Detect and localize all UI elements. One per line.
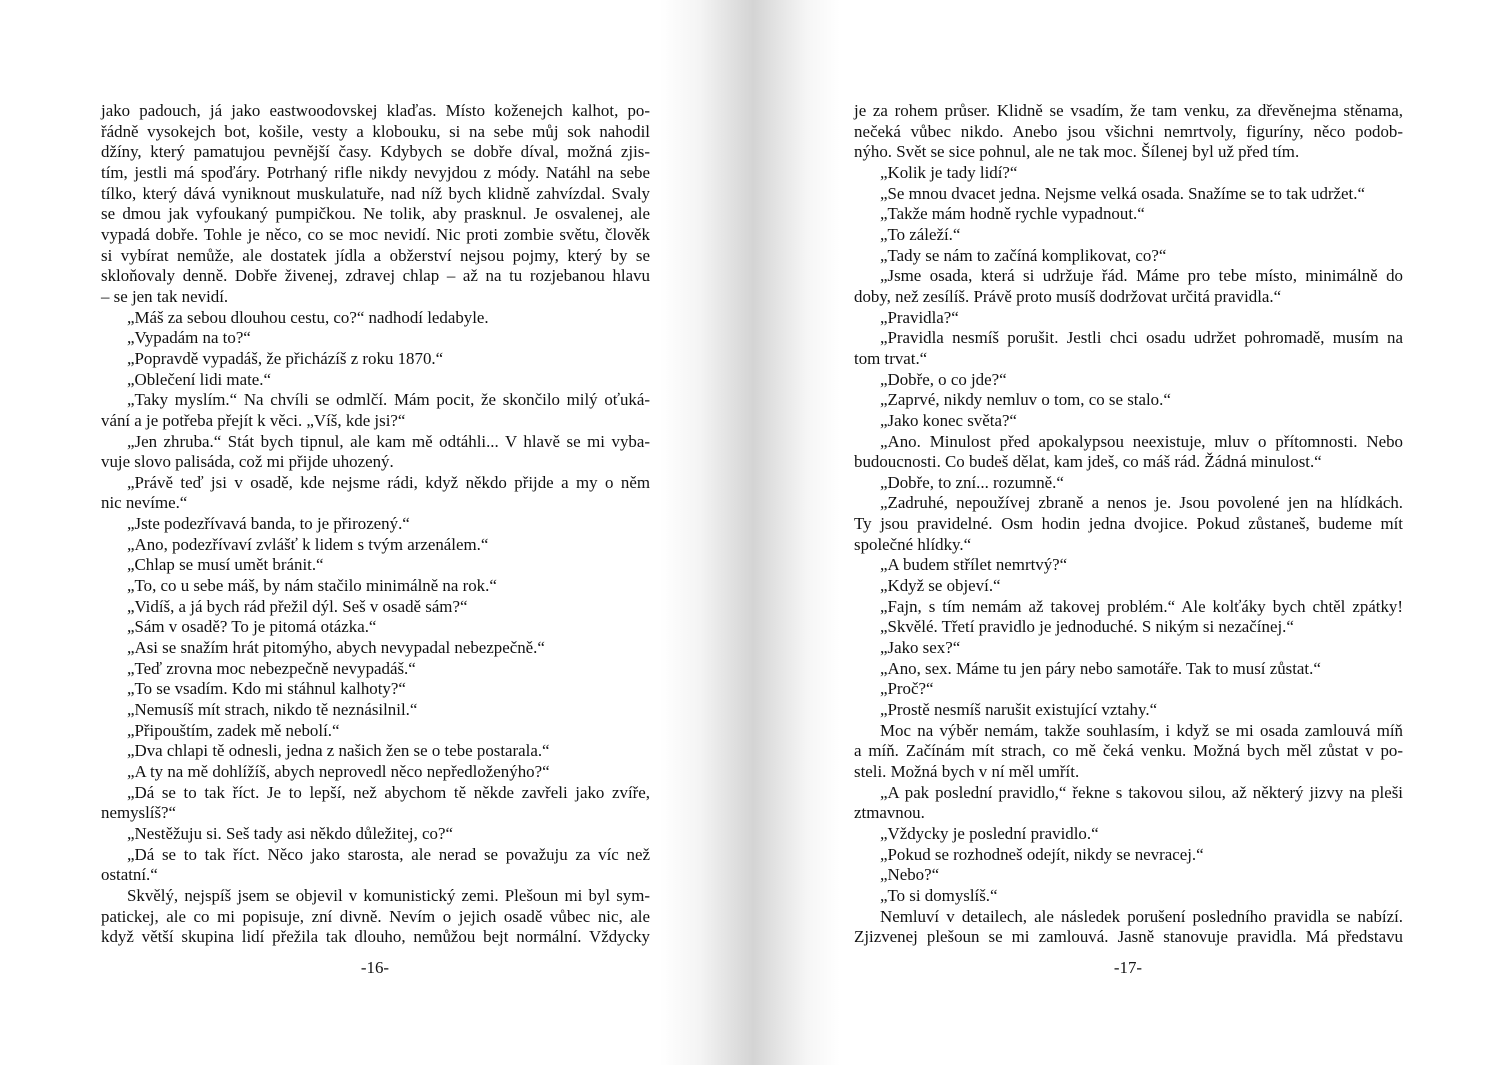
text-line: patickej, ale co mi popisuje, zní divně. Nevím o jejich osadě vůbec nic, ale (101, 906, 650, 926)
text-line: vuje slovo palisáda, což mi přijde uhozený. (101, 452, 394, 472)
right-page-text (854, 101, 1403, 951)
text-line: doby, než zesílíš. Právě proto musíš dodržovat určitá pravidla.“ (854, 286, 1282, 306)
text-line: řádně vysokejch bot, košile, vesty a klobouku, si na sebe můj sok nahodil (101, 121, 650, 141)
text-line: steli. Možná bych v ní měl umřít. (854, 762, 1080, 781)
text-line: společné hlídky.“ (854, 534, 972, 554)
text-line: „Pravidla nesmíš porušit. Jestli chci osadu udržet pohromadě, musím na (880, 328, 1403, 348)
text-line: „To si domyslíš.“ (880, 885, 998, 905)
text-line: „Zadruhé, nepoužívej zbraně a nenos je. Jsou povolené jen na hlídkách. (880, 493, 1403, 513)
text-line: „Vypadám na to?“ (127, 328, 251, 348)
text-line: „Taky myslím.“ Na chvíli se odmlčí. Mám pocit, že skončilo milý oťuká- (127, 390, 650, 410)
text-line: „Teď zrovna moc nebezpečně nevypadáš.“ (127, 658, 416, 678)
text-line: „Proč?“ (880, 679, 934, 699)
text-line: „Nestěžuju si. Seš tady asi někdo důležitej, co?“ (127, 823, 453, 843)
text-line: je za rohem průser. Klidně se vsadím, že tam venku, za dřevěnejma stěnama, (854, 101, 1403, 120)
text-line: tom trvat.“ (854, 348, 928, 368)
text-line: „Dá se to tak říct. Něco jako starosta, ale nerad se považuju za víc než (127, 844, 650, 864)
text-line: džíny, který pamatujou pevnější časy. Kdybych se dobře díval, možná zjis- (101, 142, 650, 162)
text-line: „Jste podezřívavá banda, to je přirozený.“ (127, 514, 410, 534)
text-line: „Chlap se musí umět bránit.“ (127, 555, 324, 575)
text-line: Nemluví v detailech, ale následek porušení posledního pravidla se nabízí. (880, 906, 1403, 926)
text-line: „Když se objeví.“ (880, 576, 1001, 596)
text-line: „Vždycky je poslední pravidlo.“ (880, 823, 1099, 843)
text-line: „Tady se nám to začíná komplikovat, co?“ (880, 245, 1167, 265)
text-line: „Se mnou dvacet jedna. Nejsme velká osada. Snažíme se to tak udržet.“ (880, 183, 1365, 203)
text-line: jako padouch, já jako eastwoodovskej klaďas. Místo koženejch kalhot, po- (101, 101, 650, 120)
text-line: „Dva chlapi tě odnesli, jedna z našich žen se o tebe postarala.“ (127, 741, 550, 761)
text-line: „Jako konec světa?“ (880, 410, 1017, 430)
text-line: „Takže mám hodně rychle vypadnout.“ (880, 204, 1145, 224)
text-line: tím, jestli má spoďáry. Potrhaný rifle nikdy nevyjdou z módy. Natáhl na sebe (101, 162, 650, 182)
text-line: tílko, který dává vyniknout muskulatuře, nad níž bych klidně zahvízdal. Svaly (101, 183, 650, 203)
text-line: „Vidíš, a já bych rád přežil dýl. Seš v osadě sám?“ (127, 596, 468, 616)
text-line: nečeká vůbec nikdo. Anebo jsou všichni nemrtvoly, figuríny, něco podob- (854, 121, 1403, 141)
text-line: „Oblečení lidi mate.“ (127, 369, 271, 389)
right-page-number: -17- (1113, 958, 1143, 977)
text-line: „Pokud se rozhodneš odejít, nikdy se nevracej.“ (880, 844, 1204, 864)
text-line: nemyslíš?“ (101, 803, 177, 823)
text-line: „Jako sex?“ (880, 638, 961, 658)
text-line: „Ano. Minulost před apokalypsou neexistuje, mluv o přítomnosti. Nebo (880, 431, 1403, 451)
text-line: „Asi se snažím hrát pitomýho, abych nevypadal nebezpečně.“ (127, 638, 545, 658)
text-line: skloňovaly denně. Dobře živenej, zdravej chlap – až na tu rozjebanou hlavu (101, 266, 650, 286)
text-line: „Ano, sex. Máme tu jen páry nebo samotáře. Tak to musí zůstat.“ (880, 658, 1321, 678)
text-line: „A budem střílet nemrtvý?“ (880, 555, 1068, 575)
left-page-text (101, 101, 650, 951)
text-line: „Připouštím, zadek mě nebolí.“ (127, 720, 340, 740)
text-line: když větší skupina lidí přežila tak dlouho, nemůžou bejt normální. Vždycky (101, 927, 650, 947)
text-line: „Fajn, s tím nemám až takovej problém.“ Ale kolťáky bych chtěl zpátky! (880, 596, 1403, 616)
text-line: „Dobře, to zní... rozumně.“ (880, 472, 1064, 492)
text-line: „Pravidla?“ (880, 307, 959, 327)
text-line: „Popravdě vypadáš, že přicházíš z roku 1870.“ (127, 348, 444, 368)
text-line: „To záleží.“ (880, 224, 961, 244)
left-page-number: -16- (360, 958, 390, 977)
text-line: „Prostě nesmíš narušit existující vztahy.“ (880, 700, 1158, 720)
text-line: Skvělý, nejspíš jsem se objevil v komunistický zemi. Plešoun mi byl sym- (127, 885, 650, 905)
text-line: ztmavnou. (854, 803, 925, 823)
text-line: „Ano, podezřívaví zvlášť k lidem s tvým arzenálem.“ (127, 534, 489, 554)
text-line: „Dobře, o co jde?“ (880, 369, 1007, 389)
text-line: Moc na výběr nemám, takže souhlasím, i když se mi osada zamlouvá míň (880, 720, 1403, 740)
text-line: „Skvělé. Třetí pravidlo je jednoduché. S nikým si nezačínej.“ (880, 617, 1294, 637)
book-gutter-shadow (660, 0, 840, 1065)
text-line: nic nevíme.“ (101, 493, 188, 513)
text-line: „To, co u sebe máš, by nám stačilo minimálně na rok.“ (127, 576, 497, 596)
text-line: vání a je potřeba přejít k věci. „Víš, kde jsi?“ (101, 410, 406, 430)
text-line: si vybírat nemůže, ale dostatek jídla a obžerství nejsou pojmy, který by se (101, 245, 650, 265)
text-line: „Právě teď jsi v osadě, kde nejsme rádi, když někdo přijde a my o něm (127, 472, 650, 492)
text-line: „A pak poslední pravidlo,“ řekne s takovou silou, až některý jizvy na pleši (880, 782, 1403, 802)
text-line: – se jen tak nevidí. (101, 286, 229, 306)
text-line: se dmou jak vyfoukaný pumpičkou. Ne tolik, aby prasknul. Je osvalenej, ale (101, 204, 650, 224)
text-line: Zjizvenej plešoun se mi zamlouvá. Jasně stanovuje pravidla. Má představu (854, 927, 1403, 947)
text-line: „Nebo?“ (880, 865, 940, 885)
text-line: „Dá se to tak říct. Je to lepší, než abychom tě někde zavřeli jako zvíře, (127, 782, 650, 802)
text-line: „Sám v osadě? To je pitomá otázka.“ (127, 617, 377, 637)
text-line: „Máš za sebou dlouhou cestu, co?“ nadhodí ledabyle. (127, 307, 489, 327)
text-line: nýho. Svět se sice pohnul, ale ne tak moc. Šílenej byl už před tím. (854, 142, 1300, 162)
text-line: budoucnosti. Co budeš dělat, kam jdeš, co máš rád. Žádná minulost.“ (854, 452, 1322, 472)
text-line: a míň. Začínám mít strach, co mě čeká venku. Možná bych měl zůstat v po- (854, 741, 1403, 761)
text-line: „Kolik je tady lidí?“ (880, 162, 1018, 182)
text-line: „To se vsadím. Kdo mi stáhnul kalhoty?“ (127, 679, 406, 699)
text-line: „Jen zhruba.“ Stát bych tipnul, ale kam mě odtáhli... V hlavě se mi vyba- (127, 431, 650, 451)
text-line: „A ty na mě dohlížíš, abych neprovedl něco nepředloženýho?“ (127, 762, 550, 781)
text-line: ostatní.“ (101, 865, 158, 885)
text-line: vypadá dobře. Tohle je něco, co se moc nevidí. Nic proti zombie světu, člověk (101, 224, 650, 244)
text-line: „Zaprvé, nikdy nemluv o tom, co se stalo.“ (880, 390, 1171, 410)
text-line: „Jsme osada, která si udržuje řád. Máme pro tebe místo, minimálně do (880, 266, 1403, 286)
text-line: Ty jsou pravidelné. Osm hodin jedna dvojice. Pokud zůstaneš, budeme mít (854, 514, 1403, 534)
text-line: „Nemusíš mít strach, nikdo tě neznásilnil.“ (127, 700, 418, 720)
